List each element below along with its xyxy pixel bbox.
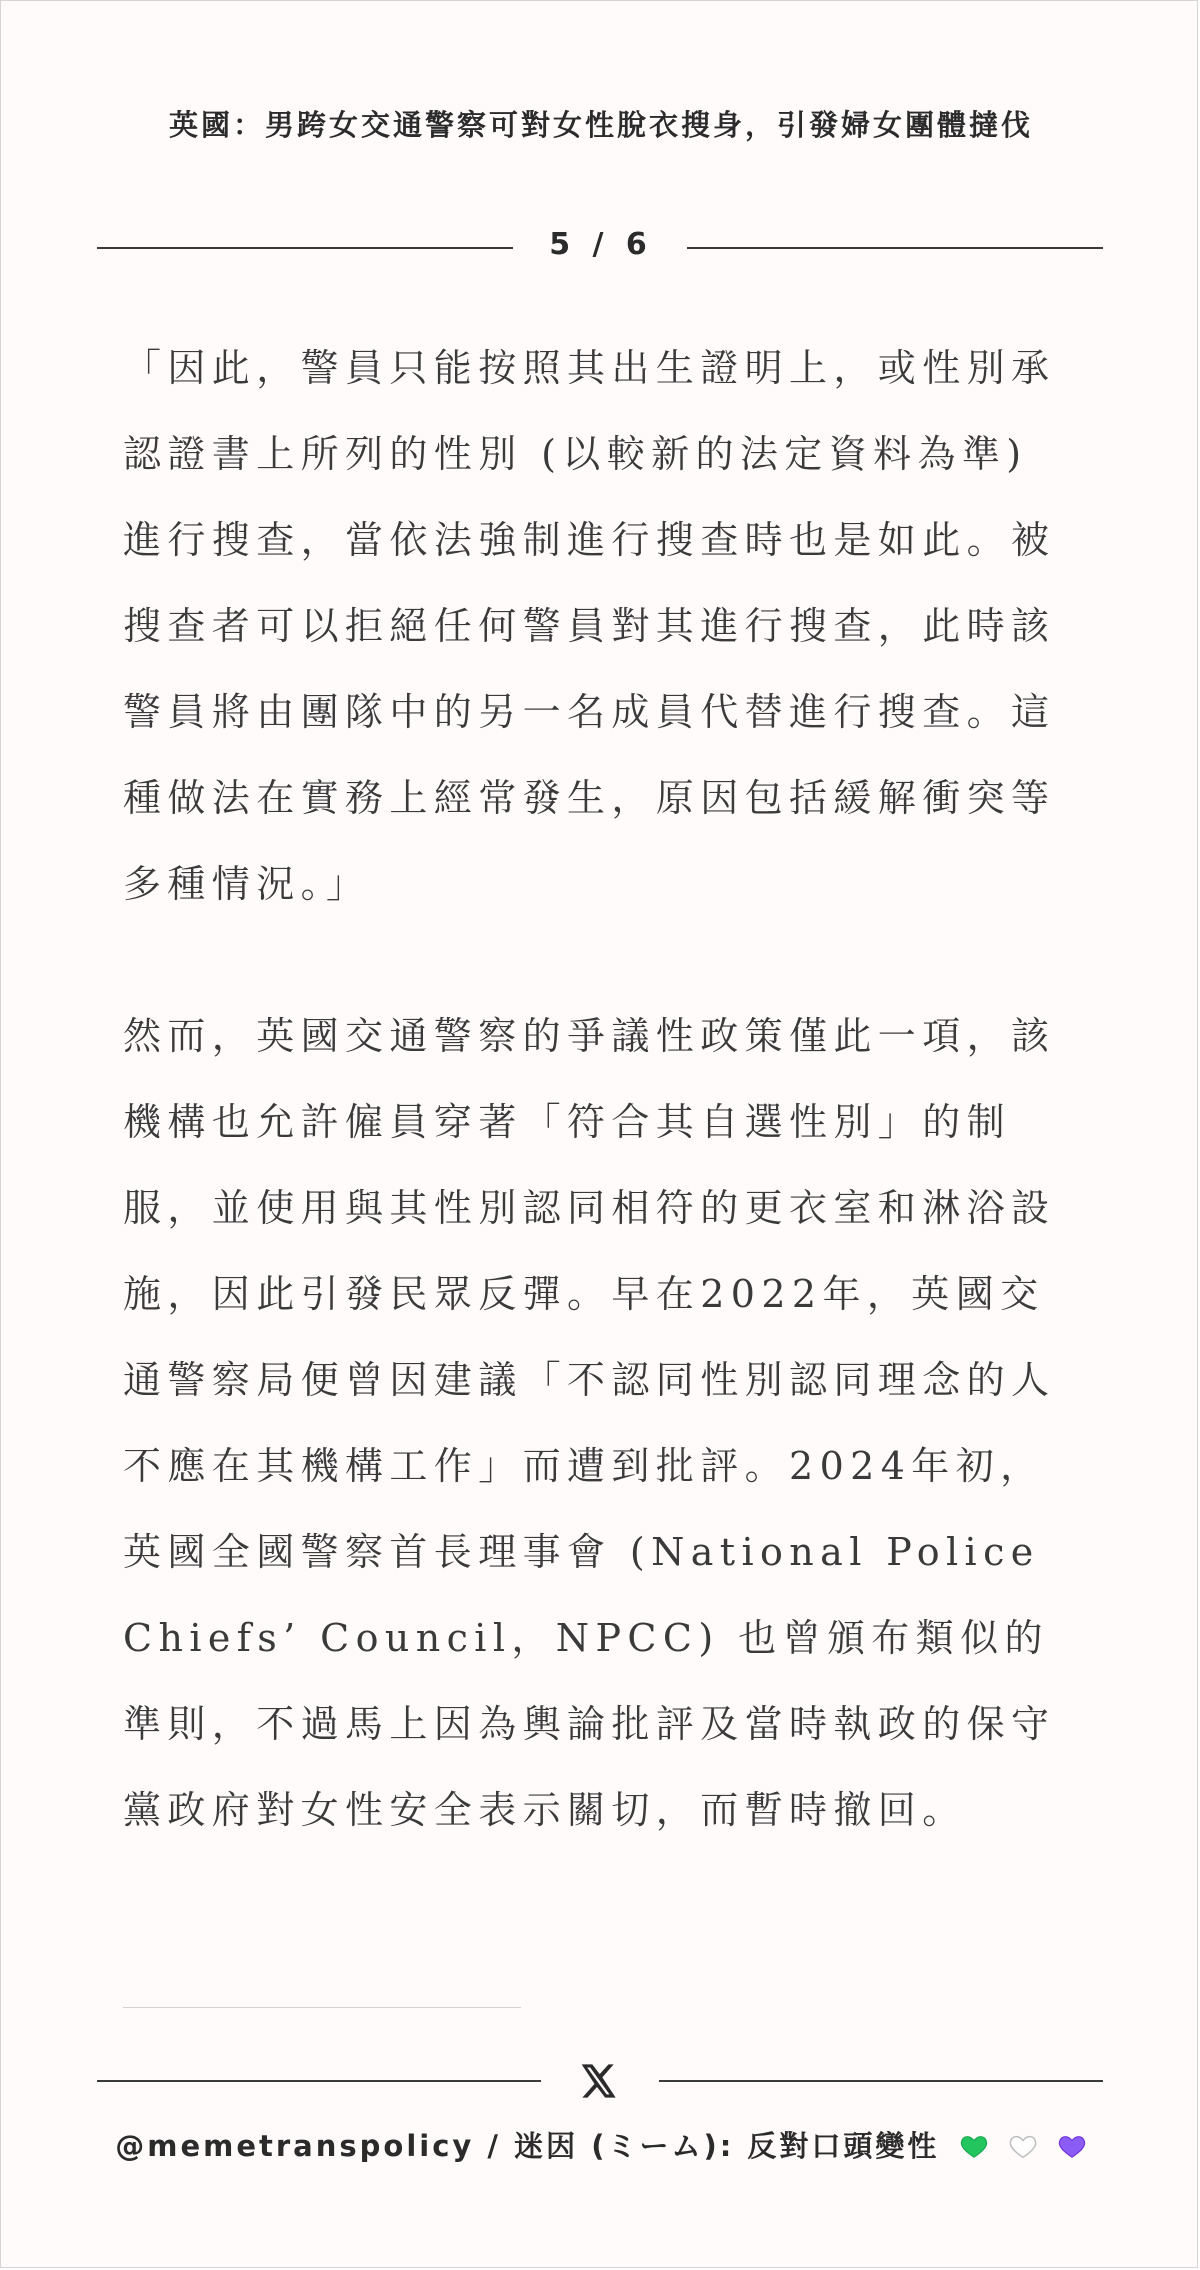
x-logo-icon: [577, 2061, 617, 2101]
header-rule-right: [687, 247, 1103, 249]
footnote-divider: [123, 2007, 521, 2008]
green-heart-icon: [959, 2131, 989, 2161]
white-heart-icon: [1008, 2131, 1038, 2161]
footer-credit: [61, 2121, 1141, 2171]
footer-rule-left: [97, 2080, 541, 2082]
header-rule-left: [97, 247, 513, 249]
page-counter: 5 / 6: [549, 227, 653, 262]
document-title: 英國：男跨女交通警察可對女性脫衣搜身，引發婦女團體撻伐: [168, 108, 1033, 142]
purple-heart-icon: [1057, 2131, 1087, 2161]
paragraph-quote: 「因此，警員只能按照其出生證明上，或性別承認證書上所列的性別 (以較新的法定資料為準) 進行搜查，當依法強制進行搜查時也是如此。被搜查者可以拒絕任何警員對其進行搜查，此時該警員將由團隊中的另一名成員代替進行搜查。這種做法在實務上經常發生，原因包括緩解衝突等多種情況。」: [123, 346, 1056, 906]
paragraph-main: 然而，英國交通警察的爭議性政策僅此一項，該機構也允許僱員穿著「符合其自選性別」的制服，並使用與其性別認同相符的更衣室和淋浴設施，因此引發民眾反彈。早在2022年，英國交通警察局便曾因建議「不認同性別認同理念的人不應在其機構工作」而遭到批評。2024年初，英國全國警察首長理事會 (National Police Chiefs’ Council，NPCC) 也曾頒布類似的準則，不過馬上因為輿論批評及當時執政的保守黨政府對女性安全表示關切，而暫時撤回。: [123, 1014, 1056, 1832]
footer-credit-text: @memetranspolicy / 迷因 (ミーム): 反對口頭變性: [115, 2129, 940, 2163]
footer-rule-right: [659, 2080, 1103, 2082]
